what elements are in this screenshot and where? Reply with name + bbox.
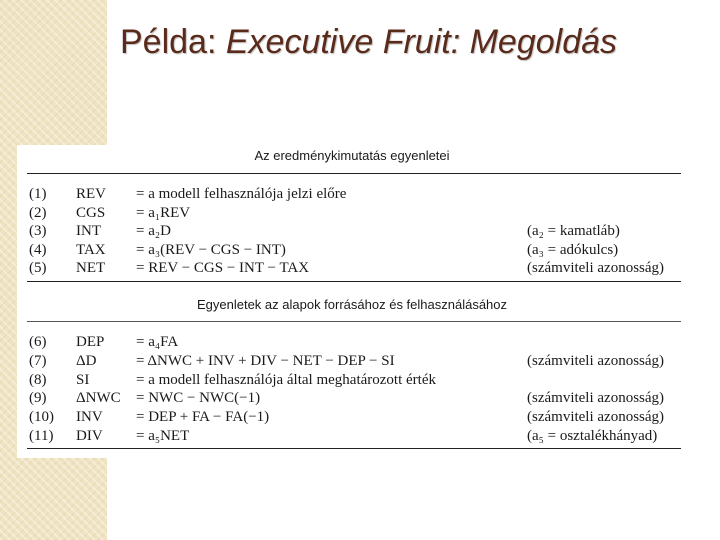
equation-number: (11) bbox=[29, 428, 54, 444]
equation-variable: DIV bbox=[76, 428, 103, 444]
equation-expression: = a₄FA bbox=[136, 334, 179, 350]
equation-expression: = a₃(REV − CGS − INT) bbox=[136, 241, 286, 258]
equations-table bbox=[17, 145, 687, 458]
equation-expression: = a modell felhasználója jelzi előre bbox=[136, 186, 347, 202]
section1-heading: Az eredménykimutatás egyenletei bbox=[254, 148, 450, 163]
equation-variable: CGS bbox=[76, 204, 106, 221]
equation-variable: DEP bbox=[76, 334, 105, 350]
equation-expression: = a₂D bbox=[136, 223, 171, 239]
equation-expression: = a₅NET bbox=[136, 428, 190, 444]
equation-row bbox=[17, 389, 687, 407]
equation-expression: = ΔNWC + INV + DIV − NET − DEP − SI bbox=[136, 352, 395, 369]
equation-row bbox=[17, 204, 687, 222]
equation-note: (számviteli azonosság) bbox=[527, 409, 665, 426]
equation-row bbox=[17, 222, 687, 240]
equation-row bbox=[17, 408, 687, 426]
equation-number: (2) bbox=[29, 204, 47, 221]
rule-mid-1 bbox=[27, 281, 681, 282]
equation-variable: TAX bbox=[76, 241, 106, 258]
equation-expression: = REV − CGS − INT − TAX bbox=[136, 260, 310, 276]
rule-top bbox=[27, 173, 681, 174]
rule-bottom bbox=[27, 448, 681, 449]
slide-title bbox=[120, 20, 700, 64]
equation-expression: = a modell felhasználója által meghatározott érték bbox=[136, 371, 436, 388]
equation-row bbox=[17, 352, 687, 370]
equation-note: (a₅ = osztalékhányad) bbox=[527, 428, 658, 444]
equation-number: (7) bbox=[29, 352, 47, 369]
section2-heading: Egyenletek az alapok forrásához és felhasználásához bbox=[196, 297, 508, 312]
equation-note: (a₃ = adókulcs) bbox=[527, 241, 619, 258]
equation-number: (1) bbox=[29, 186, 47, 202]
equation-row bbox=[17, 185, 687, 203]
equation-expression: = NWC − NWC(−1) bbox=[136, 390, 261, 407]
equation-variable: REV bbox=[76, 186, 106, 202]
equation-number: (3) bbox=[29, 223, 47, 239]
equation-number: (9) bbox=[29, 390, 47, 407]
equation-variable: ΔNWC bbox=[76, 390, 121, 407]
title-plain: Példa: bbox=[120, 23, 226, 61]
title-italic: Executive Fruit: Megoldás bbox=[225, 23, 618, 61]
equation-note: (számviteli azonosság) bbox=[527, 352, 665, 369]
equation-expression: = DEP + FA − FA(−1) bbox=[136, 409, 270, 426]
rule-mid-2 bbox=[27, 321, 681, 322]
equation-expression: = a₁REV bbox=[136, 204, 191, 221]
equation-number: (4) bbox=[29, 241, 47, 258]
equation-row bbox=[17, 371, 687, 389]
equation-number: (6) bbox=[29, 334, 47, 350]
equation-note: (számviteli azonosság) bbox=[527, 260, 665, 276]
equation-variable: NET bbox=[76, 260, 106, 276]
equation-variable: SI bbox=[76, 371, 90, 388]
equation-row bbox=[17, 333, 687, 351]
equation-row bbox=[17, 259, 687, 277]
equation-number: (8) bbox=[29, 371, 47, 388]
equation-variable: INT bbox=[76, 223, 101, 239]
equation-number: (10) bbox=[29, 409, 54, 426]
equation-note: (számviteli azonosság) bbox=[527, 390, 665, 407]
equation-variable: ΔD bbox=[76, 352, 97, 369]
equation-row bbox=[17, 427, 687, 445]
equation-row bbox=[17, 241, 687, 259]
equation-note: (a₂ = kamatláb) bbox=[527, 223, 620, 239]
equation-variable: INV bbox=[76, 409, 103, 426]
equation-number: (5) bbox=[29, 260, 47, 276]
